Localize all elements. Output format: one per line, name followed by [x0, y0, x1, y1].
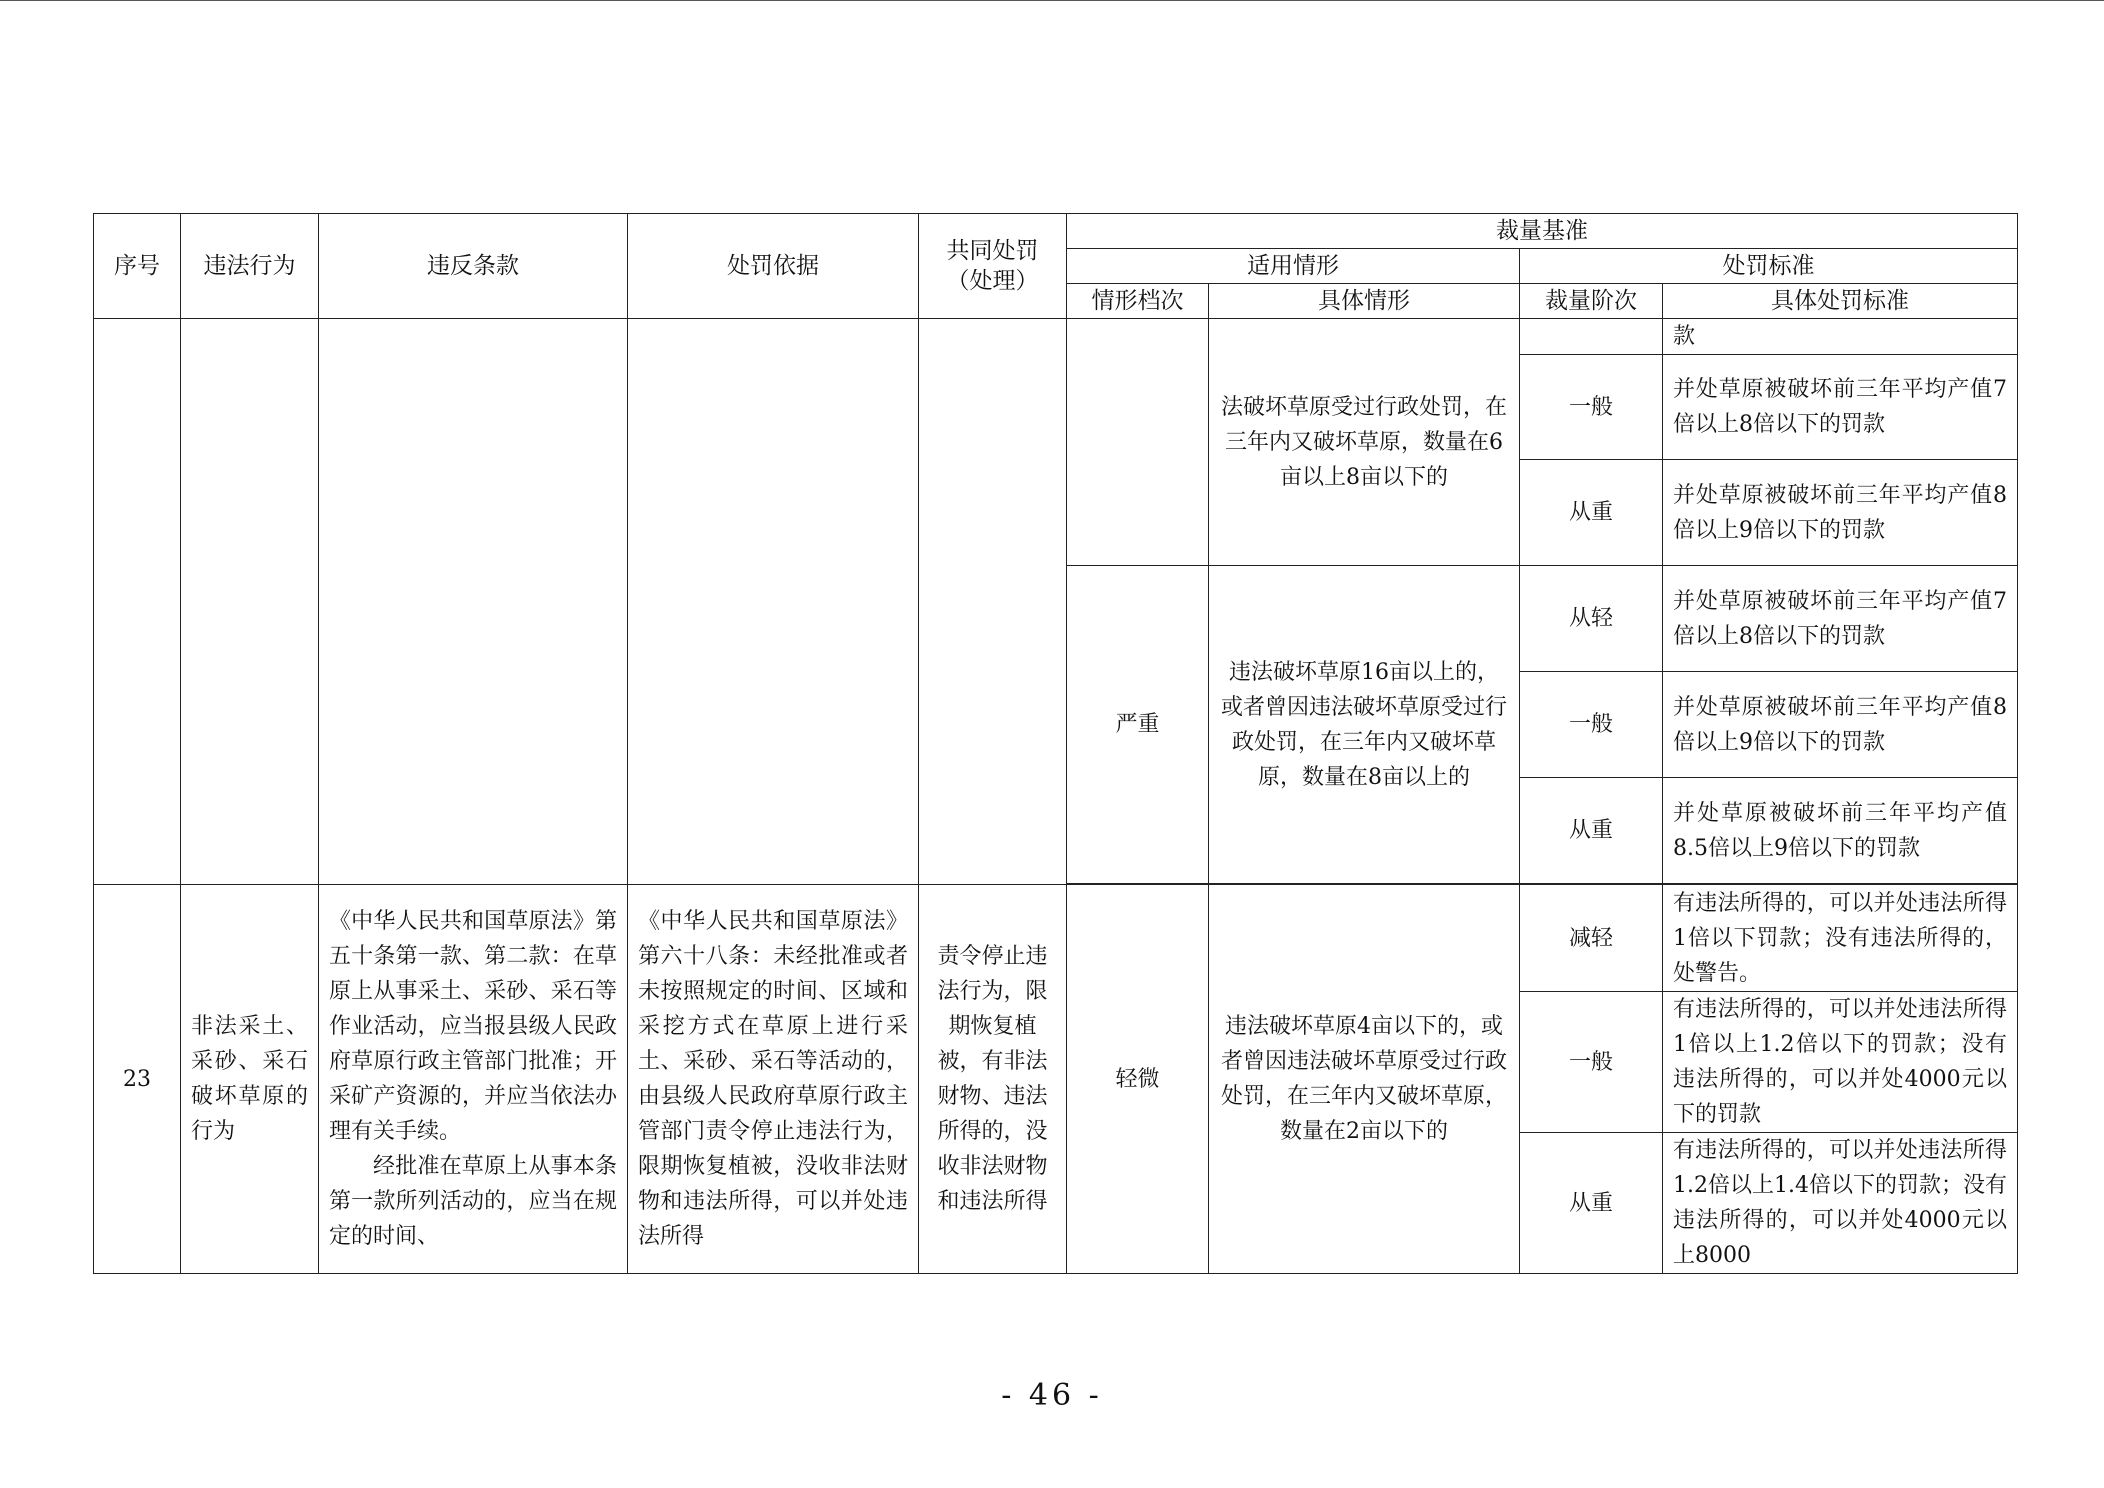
cell-basis-cont — [628, 319, 919, 885]
cell-standard: 并处草原被破坏前三年平均产值7倍以上8倍以下的罚款 — [1663, 566, 2018, 672]
cell-standard: 款 — [1663, 319, 2018, 355]
cell-stage: 从重 — [1520, 1133, 1663, 1274]
cell-standard: 有违法所得的，可以并处违法所得1倍以上1.2倍以下的罚款；没有违法所得的，可以并处4000元以下的罚款 — [1663, 992, 2018, 1133]
cell-seq: 23 — [94, 885, 181, 1274]
header-applicable: 适用情形 — [1067, 249, 1520, 284]
discretion-standard-table — [93, 213, 2018, 1274]
header-standard: 处罚标准 — [1520, 249, 2018, 284]
header-penalty-basis: 处罚依据 — [628, 214, 919, 319]
cell-specific: 违法破坏草原4亩以下的，或者曾因违法破坏草原受过行政处罚，在三年内又破坏草原，数量在2亩以下的 — [1209, 885, 1520, 1274]
cell-level-serious: 严重 — [1067, 566, 1209, 884]
cell-standard: 有违法所得的，可以并处违法所得1.2倍以上1.4倍以下的罚款；没有违法所得的，可以并处4000元以上8000 — [1663, 1133, 2018, 1274]
cell-standard: 有违法所得的，可以并处违法所得1倍以下罚款；没有违法所得的，处警告。 — [1663, 885, 2018, 992]
cell-stage: 从重 — [1520, 460, 1663, 566]
cell-level: 轻微 — [1067, 885, 1209, 1274]
cell-stage: 一般 — [1520, 355, 1663, 460]
header-stage: 裁量阶次 — [1520, 284, 1663, 319]
header-joint-penalty: 共同处罚（处理） — [919, 214, 1067, 319]
table-header — [94, 214, 2018, 319]
page-top-border — [0, 0, 2104, 1]
header-specific: 具体情形 — [1209, 284, 1520, 319]
cell-specific-serious: 违法破坏草原16亩以上的，或者曾因违法破坏草原受过行政处罚，在三年内又破坏草原，数量在8亩以上的 — [1209, 566, 1520, 884]
cell-joint-cont — [919, 319, 1067, 885]
article-paragraph-1: 《中华人民共和国草原法》第五十条第一款、第二款：在草原上从事采土、采砂、采石等作业活动，应当报县级人民政府草原行政主管部门批准；开采矿产资源的，并应当依法办理有关手续。 — [329, 909, 617, 1144]
header-violated-article: 违反条款 — [319, 214, 628, 319]
cell-stage: 一般 — [1520, 992, 1663, 1133]
header-behavior: 违法行为 — [181, 214, 319, 319]
cell-standard: 并处草原被破坏前三年平均产值7倍以上8倍以下的罚款 — [1663, 355, 2018, 460]
header-seq: 序号 — [94, 214, 181, 319]
header-discretion: 裁量基准 — [1067, 214, 2018, 249]
cell-specific-cont: 法破坏草原受过行政处罚，在三年内又破坏草原，数量在6亩以上8亩以下的 — [1209, 319, 1520, 566]
cell-standard: 并处草原被破坏前三年平均产值8.5倍以上9倍以下的罚款 — [1663, 778, 2018, 884]
cell-seq-cont — [94, 319, 181, 885]
cell-standard: 并处草原被破坏前三年平均产值8倍以上9倍以下的罚款 — [1663, 672, 2018, 778]
cell-stage: 减轻 — [1520, 885, 1663, 992]
cell-stage: 一般 — [1520, 672, 1663, 778]
cell-article-cont — [319, 319, 628, 885]
cell-penalty-basis: 《中华人民共和国草原法》第六十八条：未经批准或者未按照规定的时间、区域和采挖方式在草原上进行采土、采砂、采石等活动的，由县级人民政府草原行政主管部门责令停止违法行为，限期恢复植被，没收非法财物和违法所得，可以并处违法所得 — [628, 885, 919, 1274]
header-level: 情形档次 — [1067, 284, 1209, 319]
cell-stage: 从重 — [1520, 778, 1663, 884]
cell-stage: 从轻 — [1520, 566, 1663, 672]
header-specific-standard: 具体处罚标准 — [1663, 284, 2018, 319]
cell-joint-penalty: 责令停止违法行为，限期恢复植被，有非法财物、违法所得的，没收非法财物和违法所得 — [919, 885, 1067, 1274]
table-row — [94, 319, 2018, 355]
table-row-23 — [94, 885, 2018, 992]
cell-level-cont — [1067, 319, 1209, 566]
cell-behavior-cont — [181, 319, 319, 885]
page-number: - 46 - — [1001, 1378, 1103, 1413]
cell-standard: 并处草原被破坏前三年平均产值8倍以上9倍以下的罚款 — [1663, 460, 2018, 566]
cell-violated-article — [319, 885, 628, 1274]
cell-behavior: 非法采土、采砂、采石破坏草原的行为 — [181, 885, 319, 1274]
cell-stage — [1520, 319, 1663, 355]
article-paragraph-2: 经批准在草原上从事本条第一款所列活动的，应当在规定的时间、 — [329, 1154, 617, 1249]
